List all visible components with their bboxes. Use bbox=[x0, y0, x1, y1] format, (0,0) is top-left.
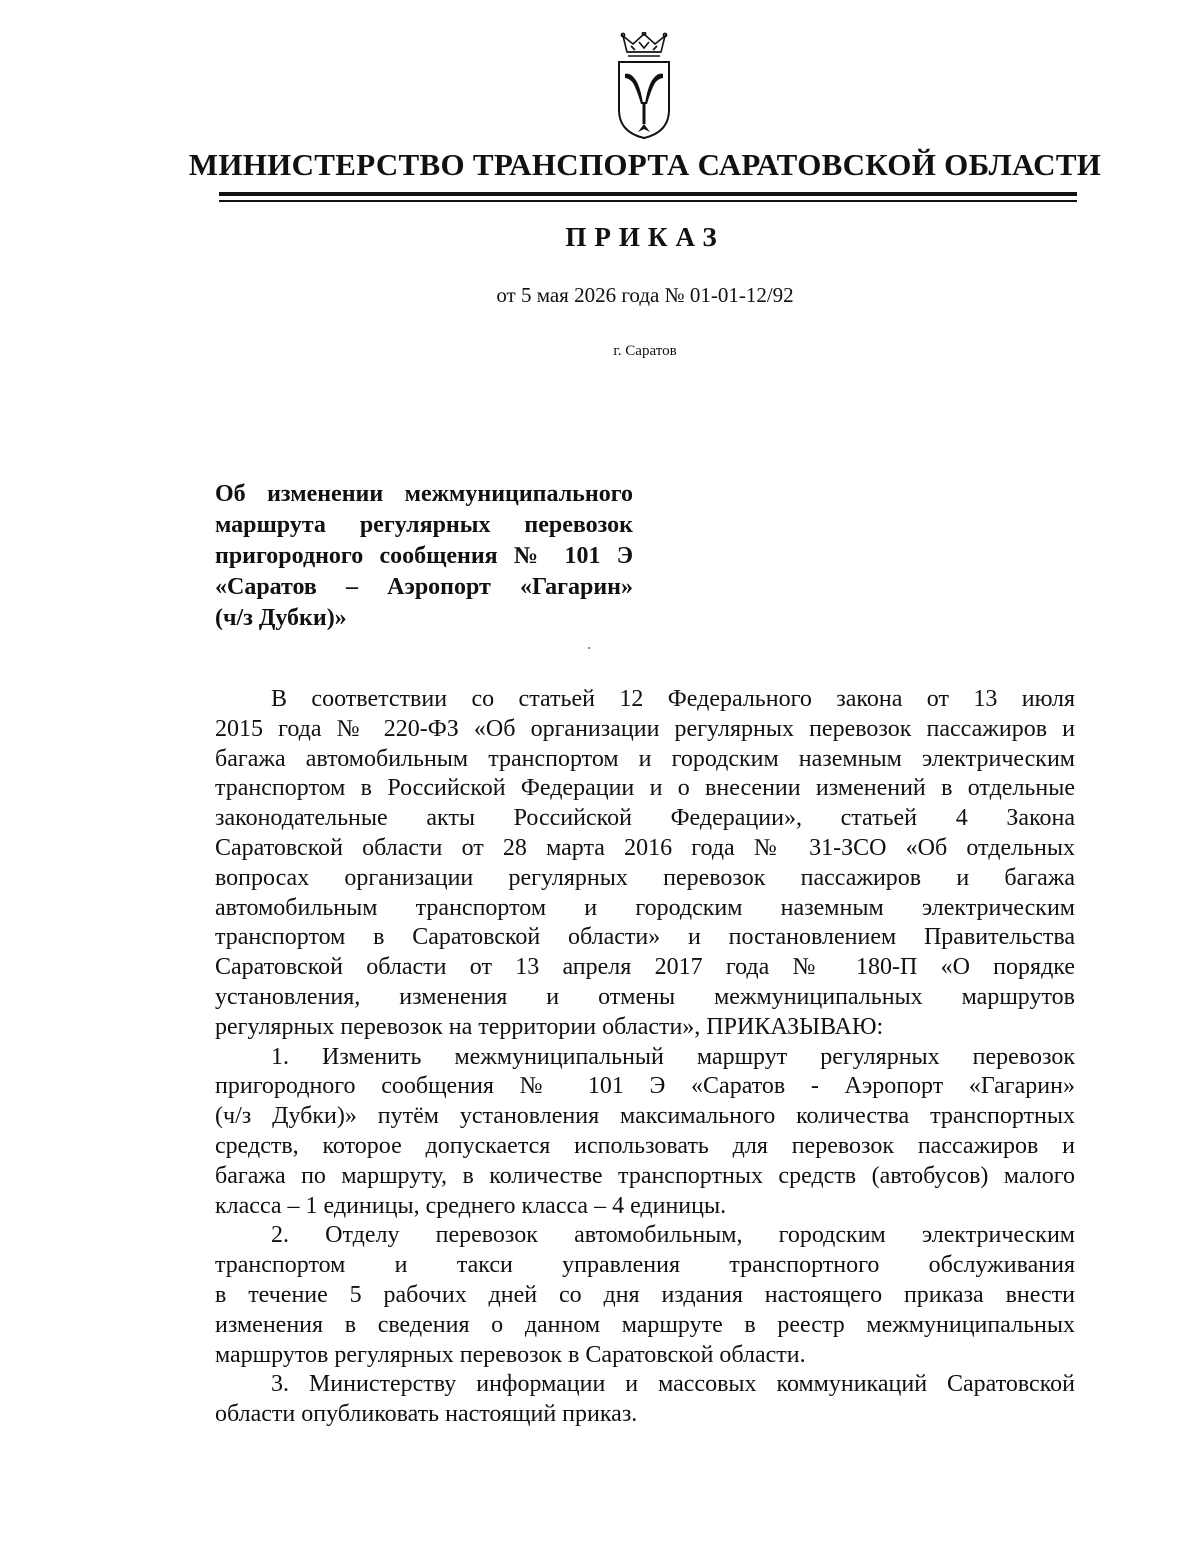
body-line: 3. Министерству информации и массовых коммуникаций Саратовской bbox=[271, 1371, 1075, 1398]
body-line: 1. Изменить межмуниципальный маршрут регулярных перевозок bbox=[271, 1043, 1075, 1070]
body-line: изменения в сведения о данном маршруте в реестр межмуниципальных bbox=[215, 1311, 1075, 1338]
body-line: класса – 1 единицы, среднего класса – 4 единицы. bbox=[215, 1192, 727, 1219]
scan-speck bbox=[588, 647, 590, 649]
body-line: вопросах организации регулярных перевозок пассажиров и багажа bbox=[215, 864, 1075, 891]
body-line: установления, изменения и отмены межмуниципальных маршрутов bbox=[215, 983, 1075, 1010]
body-line: автомобильным транспортом и городским наземным электрическим bbox=[215, 894, 1075, 921]
item-2-paragraph bbox=[215, 1221, 1075, 1370]
body-line: транспортом в Российской Федерации и о внесении изменений в отдельные bbox=[215, 775, 1075, 802]
body-line: Саратовской области от 13 апреля 2017 года № 180-П «О порядке bbox=[215, 954, 1075, 981]
item-3-paragraph bbox=[215, 1370, 1075, 1430]
order-body bbox=[215, 685, 1075, 1430]
body-line: области опубликовать настоящий приказ. bbox=[215, 1401, 638, 1428]
subject-line: «Саратов – Аэропорт «Гагарин» bbox=[215, 574, 633, 600]
ministry-name: МИНИСТЕРСТВО ТРАНСПОРТА САРАТОВСКОЙ ОБЛАСТИ bbox=[188, 147, 1102, 182]
order-date-number: от 5 мая 2026 года № 01-01-12/92 bbox=[496, 283, 794, 307]
body-line: транспортом в Саратовской области» и постановлением Правительства bbox=[215, 924, 1075, 951]
body-line: транспортом и такси управления транспортного обслуживания bbox=[215, 1252, 1075, 1279]
subject-line: маршрута регулярных перевозок bbox=[215, 512, 633, 538]
body-line: маршрутов регулярных перевозок в Саратовской области. bbox=[215, 1341, 806, 1368]
body-line: багажа по маршруту, в количестве транспортных средств (автобусов) малого bbox=[215, 1162, 1075, 1189]
item-1-paragraph bbox=[215, 1043, 1075, 1222]
body-line: Саратовской области от 28 марта 2016 года № 31-ЗСО «Об отдельных bbox=[215, 834, 1075, 861]
body-line: 2015 года № 220-ФЗ «Об организации регулярных перевозок пассажиров и bbox=[215, 715, 1075, 742]
order-subject bbox=[215, 479, 633, 634]
coat-of-arms-icon bbox=[611, 32, 677, 142]
body-line: в течение 5 рабочих дней со дня издания настоящего приказа внести bbox=[215, 1281, 1075, 1308]
body-line: (ч/з Дубки)» путём установления максимального количества транспортных bbox=[215, 1103, 1075, 1130]
header-rule-thin bbox=[219, 200, 1077, 202]
order-city: г. Саратов bbox=[613, 343, 677, 359]
body-line: багажа автомобильным транспортом и городским наземным электрическим bbox=[215, 745, 1075, 772]
header-rule-thick bbox=[219, 192, 1077, 196]
body-line: средств, которое допускается использовать для перевозок пассажиров и bbox=[215, 1132, 1075, 1159]
subject-line: Об изменении межмуниципального bbox=[215, 481, 633, 507]
body-line: 2. Отделу перевозок автомобильным, городским электрическим bbox=[271, 1222, 1075, 1249]
body-line: законодательные акты Российской Федерации», статьей 4 Закона bbox=[215, 805, 1075, 832]
body-line: регулярных перевозок на территории области», ПРИКАЗЫВАЮ: bbox=[215, 1013, 884, 1040]
body-line: В соответствии со статьей 12 Федерального закона от 13 июля bbox=[271, 686, 1075, 712]
order-title: ПРИКАЗ bbox=[565, 222, 725, 252]
body-line: пригородного сообщения № 101 Э «Саратов - Аэропорт «Гагарин» bbox=[215, 1073, 1075, 1100]
subject-line: пригородного сообщения № 101 Э bbox=[215, 543, 633, 569]
subject-line: (ч/з Дубки)» bbox=[215, 605, 347, 631]
preamble-paragraph bbox=[215, 685, 1075, 1043]
